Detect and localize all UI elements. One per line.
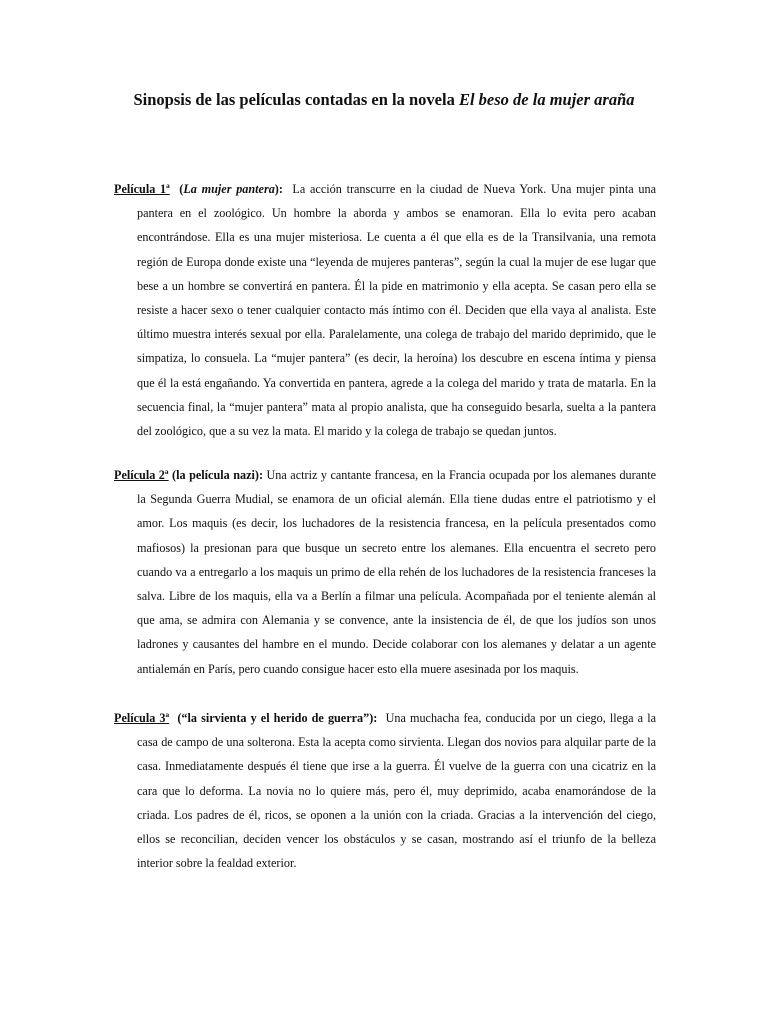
synopsis-film-1 [114,177,656,443]
film-1-close: ): [274,182,283,196]
film-1-open: ( [179,182,184,196]
title-novel-name: El beso de la mujer araña [458,90,635,109]
film-2-body: Una actriz y cantante francesa, en la Francia ocupada por los alemanes durante la Segunda Guerra Mudial, se enamora de un oficial alemán. Ella tiene dudas entre el patriotismo y el amor. Los maquis (es decir, los luchadores de la resistencia francesa, en la película presentados como mafiosos) la presionan para que busque un secreto entre los alemanes. Ella encuentra el secreto pero cuando va a entregarlo a los maquis un primo de ella rehén de los luchadores de la resistencia franceses la salva. Libre de los maquis, ella va a Berlín a filmar una película. Acompañada por el teniente alemán al que ama, se admira con Alemania y se convence, ante la insistencia de él, de que los judíos son unos ladrones y causantes del hambre en el mundo. Decide colaborar con los alemanes y delatar a un agente antialemán en París, pero cuando consigue hacer esto ella muere asesinada por los maquis. [137,468,656,676]
film-2-subtitle: (la película nazi): [172,468,263,482]
document-title [0,88,768,112]
film-3-body: Una muchacha fea, conducida por un ciego, llega a la casa de campo de una solterona. Esta la acepta como sirvienta. Llegan dos novios para alquilar parte de la casa. Inmediatamente después él tiene que irse a la guerra. Él vuelve de la guerra con una cicatriz en la cara que lo deforma. La novia no lo quiere más, pero él, muy deprimido, acaba enamorándose de la criada. Los padres de él, ricos, se oponen a la unión con la criada. Gracias a la intervención del ciego, ellos se reconcilian, deciden vencer los obstáculos y se casan, mostrando así el triunfo de la belleza interior sobre la fealdad exterior. [137,711,656,871]
synopsis-film-3 [114,706,656,875]
film-3-subtitle: (“la sirvienta y el herido de guerra”): [177,711,378,725]
film-1-body: La acción transcurre en la ciudad de Nueva York. Una mujer pinta una pantera en el zoológico. Un hombre la aborda y ambos se enamoran. Ella lo evita pero acaban encontrándose. Ella es una mujer misteriosa. Le cuenta a él que ella es de la Transilvania, una remota región de Europa donde existe una “leyenda de mujeres panteras”, según la cual la mujer de ese lugar que bese a un hombre se convertirá en pantera. Él la pide en matrimonio y ella acepta. Se casan pero ella se resiste a hacer sexo o tener cualquier contacto más íntimo con él. Deciden que ella vaya al analista. Este último muestra interés sexual por ella. Paralelamente, una colega de trabajo del marido deprimido, que le simpatiza, lo consuela. La “mujer pantera” (es decir, la heroína) los descubre en escena íntima y piensa que él la está engañando. Ya convertida en pantera, agrede a la colega del marido y trata de matarla. En la secuencia final, la “mujer pantera” mata al propio analista, que ha conseguido besarla, suelta a la pantera del zoológico, que a su vez la mata. El marido y la colega de trabajo se quedan juntos. [137,182,657,439]
synopsis-film-2 [114,463,656,681]
film-1-subtitle: La mujer pantera [183,182,275,196]
title-text: Sinopsis de las películas contadas en la novela [133,90,459,109]
film-3-label: Película 3ª [114,711,170,725]
film-2-label: Película 2ª [114,468,169,482]
film-1-label: Película 1ª [114,182,170,196]
